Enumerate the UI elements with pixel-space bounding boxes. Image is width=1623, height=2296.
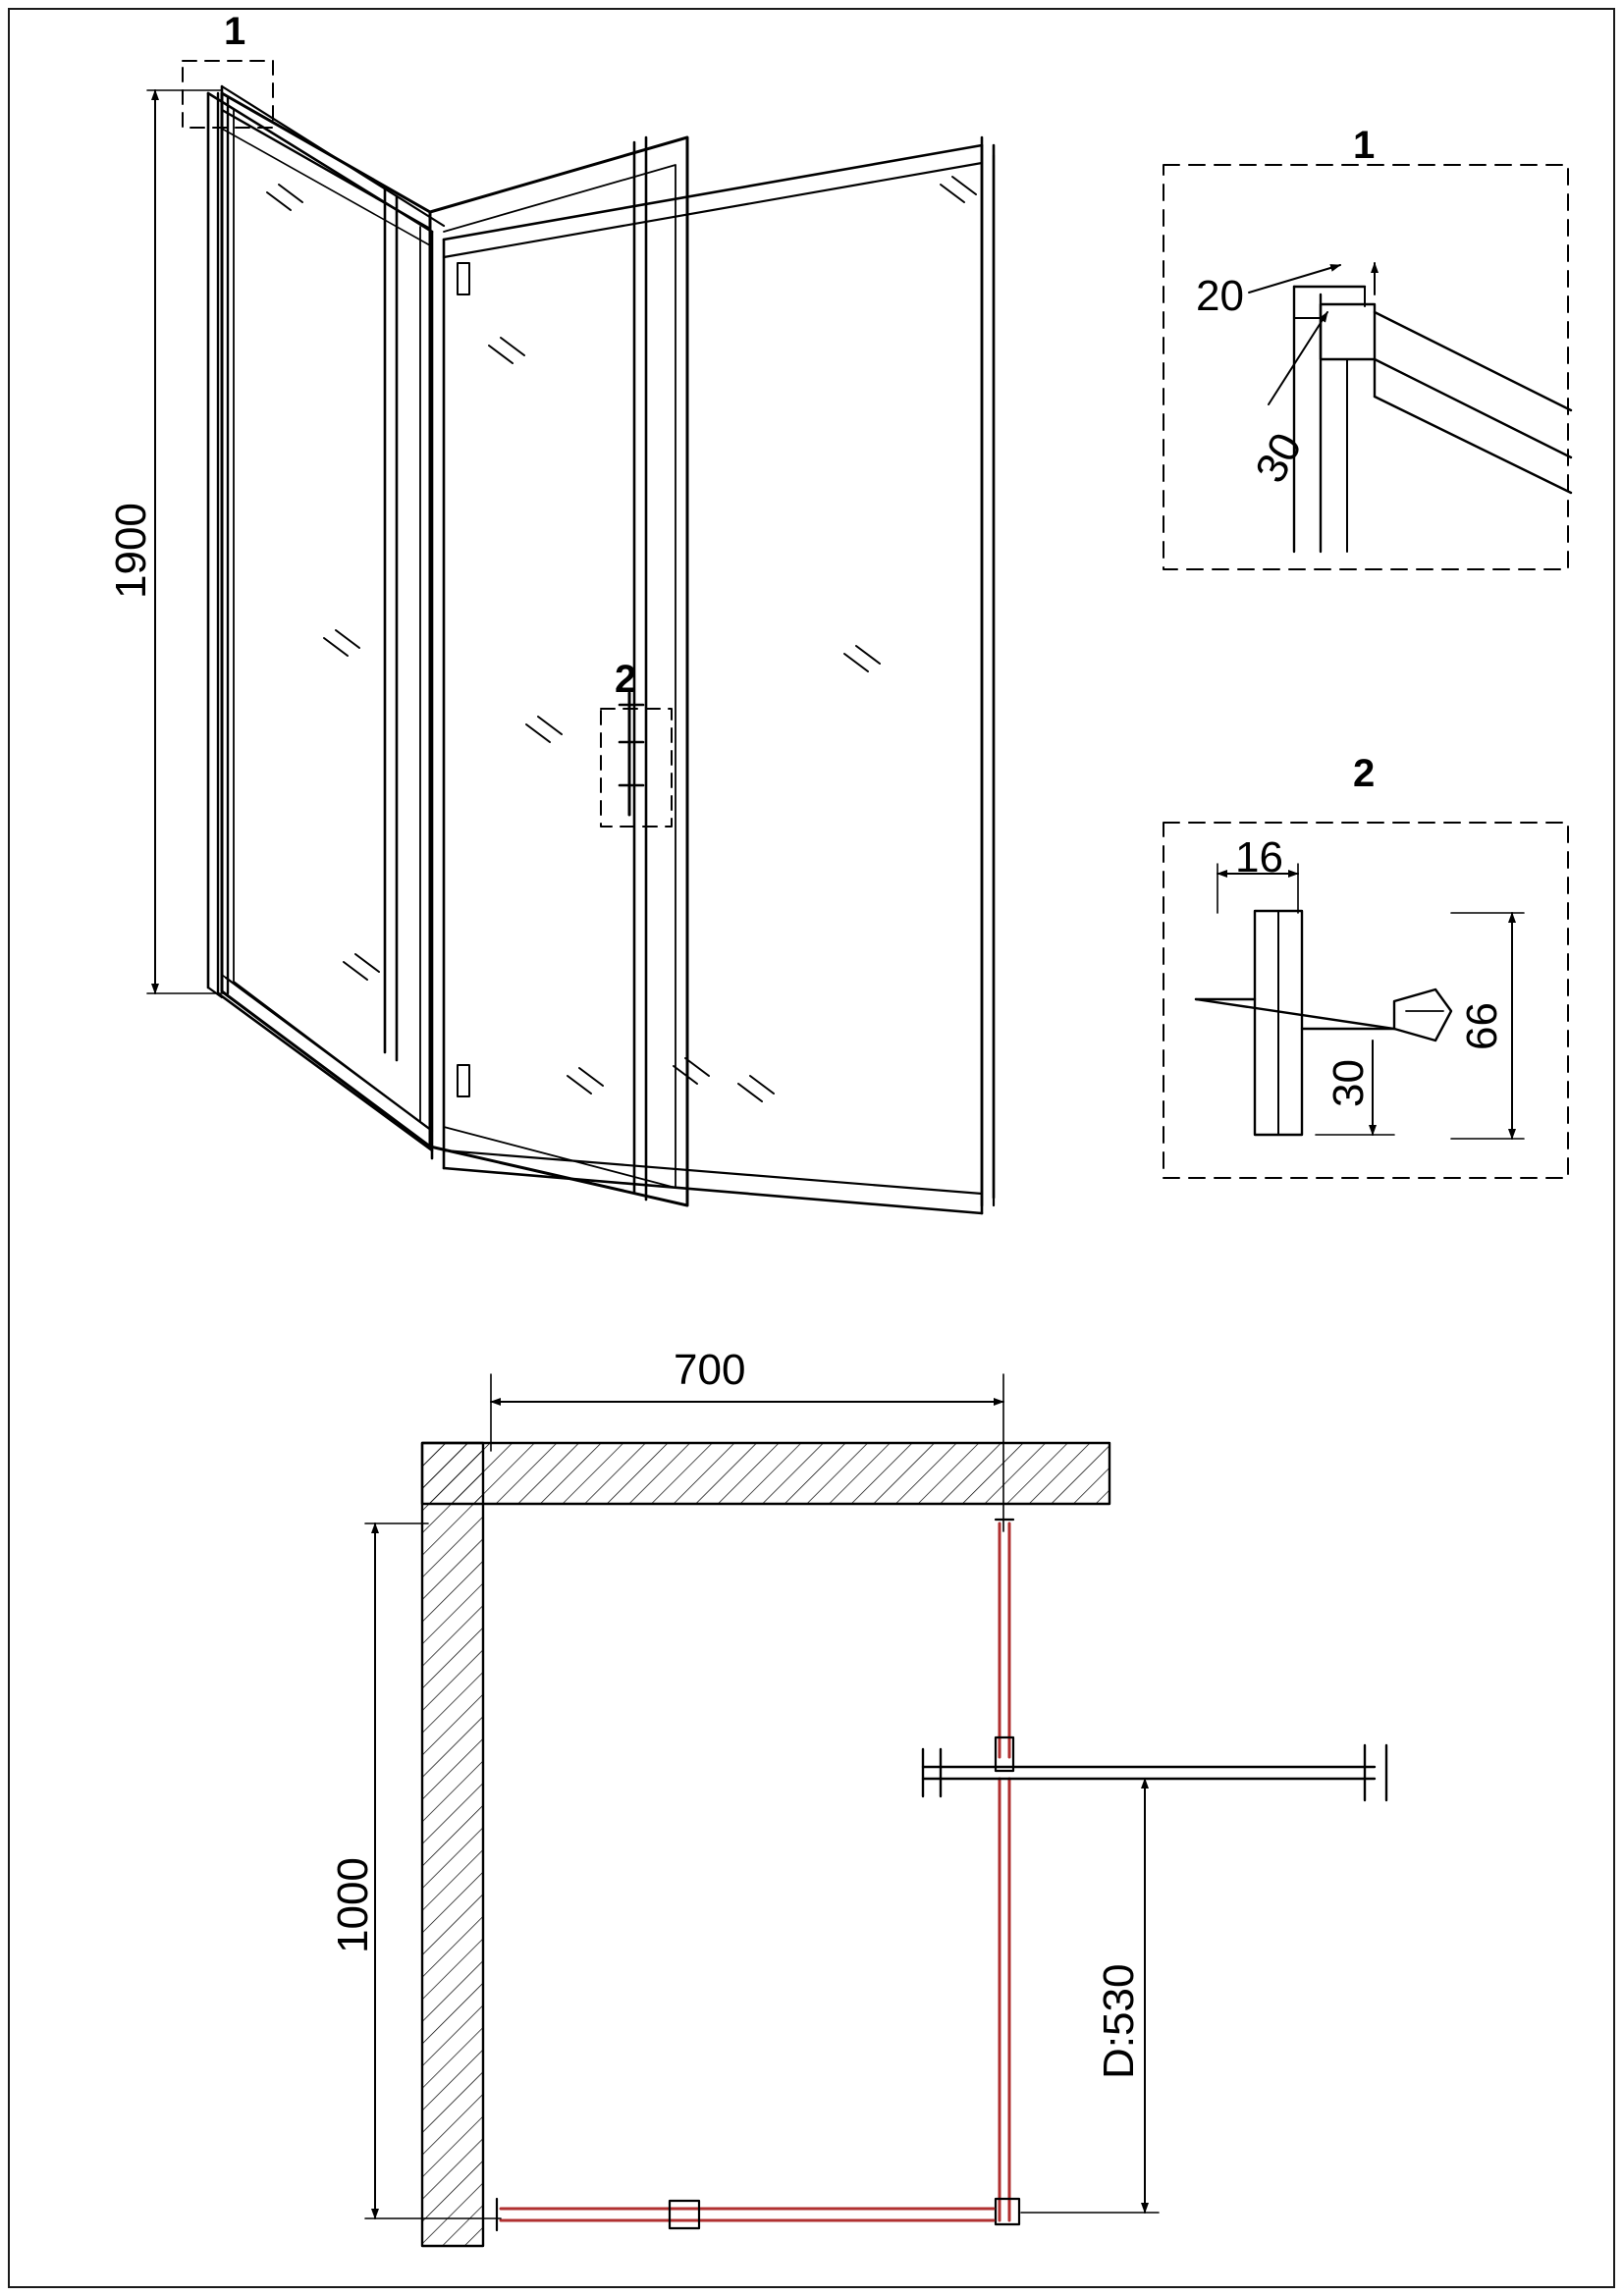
dimension-plan-door-530: D:530 xyxy=(1095,1963,1143,2079)
dimension-detail1-30: 30 xyxy=(1246,425,1312,491)
callout-2-main-label: 2 xyxy=(615,658,637,701)
dimension-height-1900: 1900 xyxy=(107,503,155,599)
dimension-detail1-20: 20 xyxy=(1196,272,1244,320)
callout-2-detail-label: 2 xyxy=(1353,752,1376,795)
callout-1-detail-label: 1 xyxy=(1353,124,1376,167)
dimension-plan-1000: 1000 xyxy=(329,1857,377,1953)
dimension-detail2-16: 16 xyxy=(1235,833,1283,881)
callout-1-main-label: 1 xyxy=(224,10,246,53)
dimension-detail2-66: 66 xyxy=(1458,1002,1506,1050)
dimension-plan-700: 700 xyxy=(674,1346,746,1394)
dimension-detail2-30: 30 xyxy=(1325,1059,1373,1107)
